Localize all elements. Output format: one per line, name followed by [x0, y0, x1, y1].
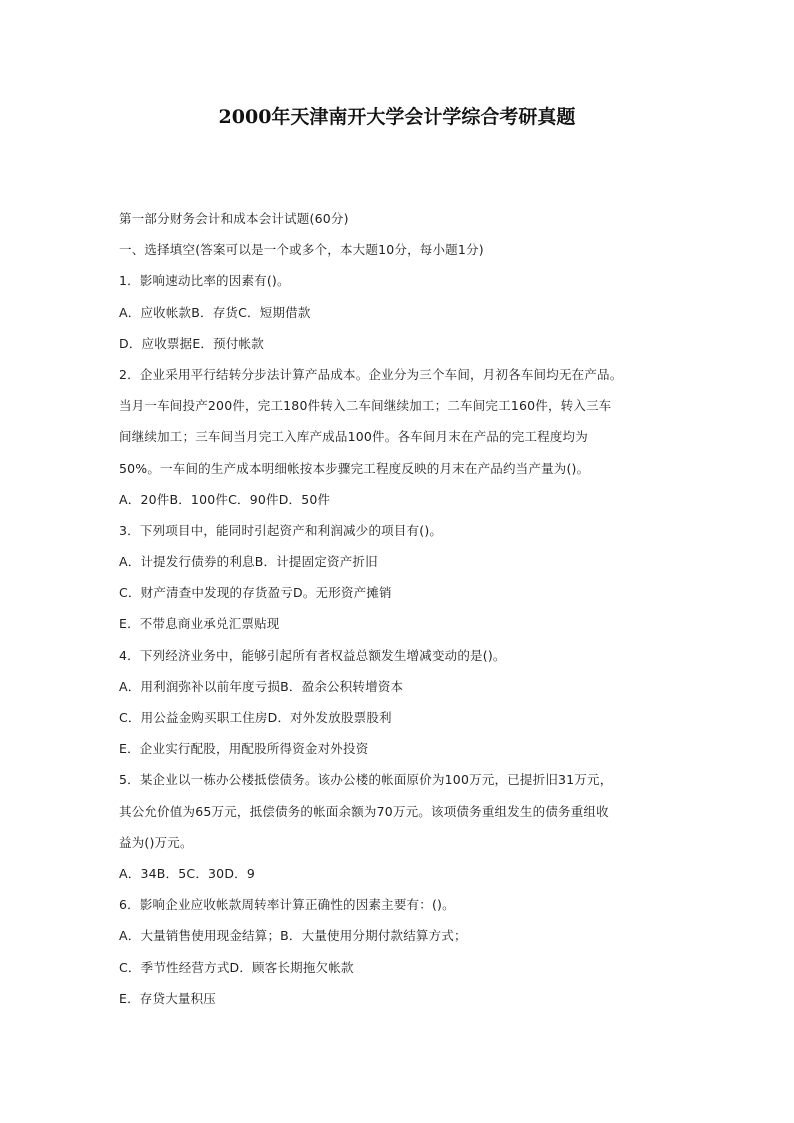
question-5-line-2: 其公允价值为65万元，抵偿债务的帐面余额为70万元。该项债务重组发生的债务重组收 — [119, 803, 609, 819]
question-5-line-1: 5．某企业以一栋办公楼抵偿债务。该办公楼的帐面原价为100万元，已提折旧31万元， — [119, 772, 613, 788]
question-5-options: A．34B．5C．30D．9 — [119, 865, 255, 881]
question-4-options-a: A．用利润弥补以前年度亏损B．盈余公积转增资本 — [119, 678, 404, 694]
document-title: 2000年天津南开大学会计学综合考研真题 — [218, 106, 576, 128]
question-3-options-a: A．计提发行债券的利息B．计提固定资产折旧 — [119, 554, 378, 570]
question-2-line-2: 当月一车间投产200件，完工180件转入二车间继续加工；二车间完工160件，转入三车 — [119, 398, 612, 414]
document-body — [119, 203, 679, 1014]
question-2-line-1: 2．企业采用平行结转分步法计算产品成本。企业分为三个车间，月初各车间均无在产品。 — [119, 366, 623, 382]
question-1: 1．影响速动比率的因素有()。 — [119, 273, 290, 289]
question-3-options-c: E．不带息商业承兑汇票贴现 — [119, 616, 280, 632]
question-2-options: A．20件B．100件C．90件D．50件 — [119, 491, 331, 507]
section-heading: 第一部分财务会计和成本会计试题(60分) — [119, 211, 349, 226]
question-6: 6．影响企业应收帐款周转率计算正确性的因素主要有：()。 — [119, 897, 455, 913]
question-6-options-b: C．季节性经营方式D．顾客长期拖欠帐款 — [119, 959, 354, 975]
question-1-options-a: A．应收帐款B．存货C．短期借款 — [119, 304, 311, 320]
part-instructions: 一、选择填空(答案可以是一个或多个，本大题10分，每小题1分) — [119, 242, 484, 258]
question-2-line-4: 50%。一车间的生产成本明细帐按本步骤完工程度反映的月末在产品约当产量为()。 — [119, 460, 590, 476]
question-5-line-3: 益为()万元。 — [119, 834, 193, 850]
question-3: 3．下列项目中，能同时引起资产和利润减少的项目有()。 — [119, 522, 443, 538]
question-4-options-c: E．企业实行配股，用配股所得资金对外投资 — [119, 741, 369, 757]
question-1-options-b: D．应收票据E．预付帐款 — [119, 335, 264, 351]
question-3-options-b: C．财产清查中发现的存货盈亏D。无形资产摊销 — [119, 585, 392, 601]
question-2-line-3: 间继续加工；三车间当月完工入库产成品100件。各车间月末在产品的完工程度均为 — [119, 429, 588, 445]
question-4: 4．下列经济业务中，能够引起所有者权益总额发生增减变动的是()。 — [119, 647, 506, 663]
question-6-options-a: A．大量销售使用现金结算；B．大量使用分期付款结算方式； — [119, 928, 467, 944]
question-6-options-c: E．存贷大量积压 — [119, 990, 216, 1006]
question-4-options-b: C．用公益金购买职工住房D．对外发放股票股利 — [119, 710, 392, 725]
